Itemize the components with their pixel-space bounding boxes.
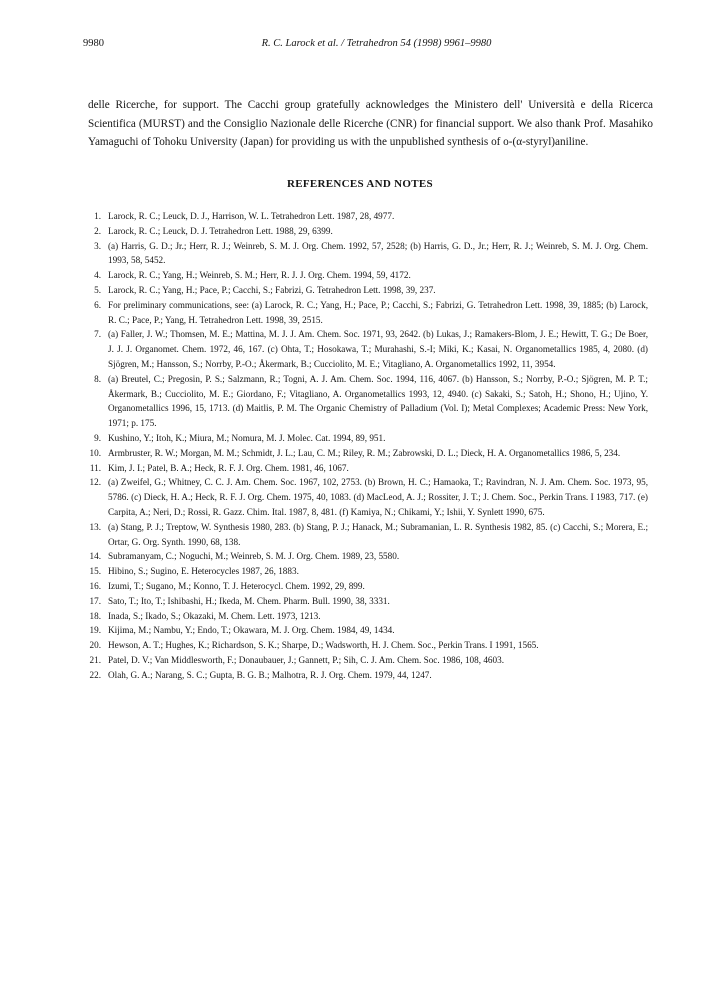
reference-text: (a) Stang, P. J.; Treptow, W. Synthesis 1980, 283. (b) Stang, P. J.; Hanack, M.; Subramanian, L. R. Synthesis 1982, 85. (c) Cacchi, S.; Morera, E.; Ortar, G. Org. Synth. 1990, 68, 138.	[108, 521, 648, 547]
reference-number: 8.	[94, 373, 101, 384]
reference-item	[88, 475, 648, 519]
reference-text: Larock, R. C.; Leuck, D. J. Tetrahedron Lett. 1988, 29, 6399.	[108, 225, 333, 236]
reference-item	[88, 446, 648, 461]
reference-text: Larock, R. C.; Leuck, D. J., Harrison, W. L. Tetrahedron Lett. 1987, 28, 4977.	[108, 211, 395, 221]
reference-number: 18.	[89, 610, 101, 621]
reference-item	[88, 653, 648, 668]
reference-text: Kim, J. I.; Patel, B. A.; Heck, R. F. J. Org. Chem. 1981, 46, 1067.	[108, 462, 349, 473]
reference-item	[88, 283, 648, 298]
running-head: R. C. Larock et al. / Tetrahedron 54 (1998) 9961–9980	[261, 38, 492, 49]
reference-text: For preliminary communications, see: (a) Larock, R. C.; Yang, H.; Pace, P.; Cacchi, S.; Fabrizi, G. Tetrahedron Lett. 1998, 39, 1885; (b) Larock, R. C.; Pace, P.; Yang, H. Tetrahedron Lett. 1998, 39, 2515.	[108, 299, 648, 325]
reference-number: 9.	[94, 432, 101, 443]
reference-number: 13.	[89, 521, 101, 532]
reference-text: Inada, S.; Ikado, S.; Okazaki, M. Chem. Lett. 1973, 1213.	[108, 610, 321, 621]
reference-text: Olah, G. A.; Narang, S. C.; Gupta, B. G. B.; Malhotra, R. J. Org. Chem. 1979, 44, 1247.	[108, 669, 432, 680]
reference-text: Subramanyam, C.; Noguchi, M.; Weinreb, S. M. J. Org. Chem. 1989, 23, 5580.	[108, 551, 400, 562]
reference-text: (a) Faller, J. W.; Thomsen, M. E.; Mattina, M. J. J. Am. Chem. Soc. 1971, 93, 2642. (b) Lukas, J.; Ramakers-Blom, J. E.; Hewitt, T. G.; De Boer, J. J. J. Organomet. Chem. 1972, 46, 167. (c) Ohta, T.; Hosokawa, T.; Murahashi, S.-I; Miki, K.; Kasai, N. Organometallics 1985, 4, 2080. (d) Sjögren, M.; Hansson, S.; Norrby, P.-O.; Åkermark, B.; Cucciolito, M. E.; Vitagliano, A. Organometallics 1992, 11, 3954.	[108, 329, 648, 369]
page-number: 9980	[83, 38, 104, 49]
reference-number: 19.	[89, 625, 101, 636]
reference-item	[88, 579, 648, 594]
reference-text: Larock, R. C.; Yang, H.; Pace, P.; Cacchi, S.; Fabrizi, G. Tetrahedron Lett. 1998, 39, 237.	[108, 284, 436, 295]
reference-item	[88, 209, 648, 224]
reference-number: 21.	[89, 654, 101, 665]
acknowledgement-paragraph: delle Ricerche, for support. The Cacchi group gratefully acknowledges the Ministero dell' Università e della Ricerca Scientifica (MURST) and the Consiglio Nazionale delle Ricerche (CNR) for financial support. We also thank Prof. Masahiko Yamaguchi of Tohoku University (Japan) for providing us with the unpublished synthesis of o-(α-styryl)aniline.	[88, 99, 653, 149]
page-header	[83, 38, 670, 52]
reference-item	[88, 431, 648, 446]
reference-text: Larock, R. C.; Yang, H.; Weinreb, S. M.; Herr, R. J. J. Org. Chem. 1994, 59, 4172.	[108, 270, 411, 281]
reference-item	[88, 239, 648, 269]
reference-number: 22.	[89, 669, 101, 680]
reference-number: 6.	[94, 299, 101, 310]
reference-text: Sato, T.; Ito, T.; Ishibashi, H.; Ikeda, M. Chem. Pharm. Bull. 1990, 38, 3331.	[108, 595, 390, 606]
reference-number: 3.	[94, 240, 101, 251]
reference-text: Patel, D. V.; Van Middlesworth, F.; Donaubauer, J.; Gannett, P.; Sih, C. J. Am. Chem. Soc. 1986, 108, 4603.	[108, 654, 504, 665]
reference-text: Izumi, T.; Sugano, M.; Konno, T. J. Heterocycl. Chem. 1992, 29, 899.	[108, 580, 365, 591]
reference-item	[88, 549, 648, 564]
reference-item	[88, 564, 648, 579]
reference-text: (a) Breutel, C.; Pregosin, P. S.; Salzmann, R.; Togni, A. J. Am. Chem. Soc. 1994, 116, 4067. (b) Hansson, S.; Norrby, P.-O.; Sjögren, M. P. T.; Åkermark, B.; Cucciolito, M. E.; Giordano, F.; Vitagliano, A. Organometallics 1993, 12, 4940. (c) Sakaki, S.; Satoh, H.; Shono, H.; Ujino, Y. Organometallics 1996, 15, 1713. (d) Maitlis, P. M. The Organic Chemistry of Palladium (Vol. I); Metal Complexes; Academic Press: New York, 1971; p. 175.	[108, 373, 648, 429]
reference-number: 16.	[89, 580, 101, 591]
reference-item	[88, 520, 648, 550]
reference-item	[88, 638, 648, 653]
reference-number: 20.	[89, 640, 101, 651]
reference-number: 10.	[89, 447, 101, 458]
reference-item	[88, 668, 648, 683]
reference-item	[88, 461, 648, 476]
reference-item	[88, 298, 648, 328]
reference-number: 14.	[89, 551, 101, 562]
reference-number: 4.	[94, 270, 101, 281]
reference-text: Hibino, S.; Sugino, E. Heterocycles 1987, 26, 1883.	[108, 566, 299, 577]
reference-text: Kijima, M.; Nambu, Y.; Endo, T.; Okawara, M. J. Org. Chem. 1984, 49, 1434.	[108, 625, 395, 636]
reference-number: 1.	[94, 211, 101, 221]
reference-text: (a) Zweifel, G.; Whitney, C. C. J. Am. Chem. Soc. 1967, 102, 2753. (b) Brown, H. C.; Hamaoka, T.; Ravindran, N. J. Am. Chem. Soc. 1973, 95, 5786. (c) Dieck, H. A.; Heck, R. F. J. Org. Chem. 1975, 40, 1083. (d) MacLeod, A. J.; Rossiter, J. T.; J. Chem. Soc., Perkin Trans. I 1983, 717. (e) Carpita, A.; Neri, D.; Rossi, R. Gazz. Chim. Ital. 1987, 8, 481. (f) Kamiya, N.; Chikami, Y.; Ishii, Y. Synlett 1990, 675.	[108, 477, 648, 517]
reference-item	[88, 268, 648, 283]
reference-number: 11.	[89, 462, 101, 473]
reference-item	[88, 609, 648, 624]
reference-text: Armbruster, R. W.; Morgan, M. M.; Schmidt, J. L.; Lau, C. M.; Riley, R. M.; Zabrowski, D. L.; Dieck, H. A. Organometallics 1986, 5, 234.	[108, 447, 621, 458]
reference-number: 5.	[94, 284, 101, 295]
references-heading: REFERENCES AND NOTES	[287, 178, 433, 190]
reference-text: Hewson, A. T.; Hughes, K.; Richardson, S. K.; Sharpe, D.; Wadsworth, H. J. Chem. Soc., Perkin Trans. I 1991, 1565.	[108, 640, 539, 651]
reference-number: 15.	[89, 566, 101, 577]
reference-item	[88, 224, 648, 239]
reference-number: 2.	[94, 225, 101, 236]
reference-number: 17.	[89, 595, 101, 606]
reference-number: 7.	[94, 329, 101, 340]
reference-text: (a) Harris, G. D.; Jr.; Herr, R. J.; Weinreb, S. M. J. Org. Chem. 1992, 57, 2528; (b) Harris, G. D., Jr.; Herr, R. J.; Weinreb, S. M. J. Org. Chem. 1993, 58, 5452.	[108, 240, 648, 266]
reference-number: 12.	[89, 477, 101, 488]
reference-list	[88, 209, 648, 683]
reference-item	[88, 327, 648, 371]
reference-item	[88, 372, 648, 431]
reference-text: Kushino, Y.; Itoh, K.; Miura, M.; Nomura, M. J. Molec. Cat. 1994, 89, 951.	[108, 432, 386, 443]
reference-item	[88, 623, 648, 638]
reference-item	[88, 594, 648, 609]
